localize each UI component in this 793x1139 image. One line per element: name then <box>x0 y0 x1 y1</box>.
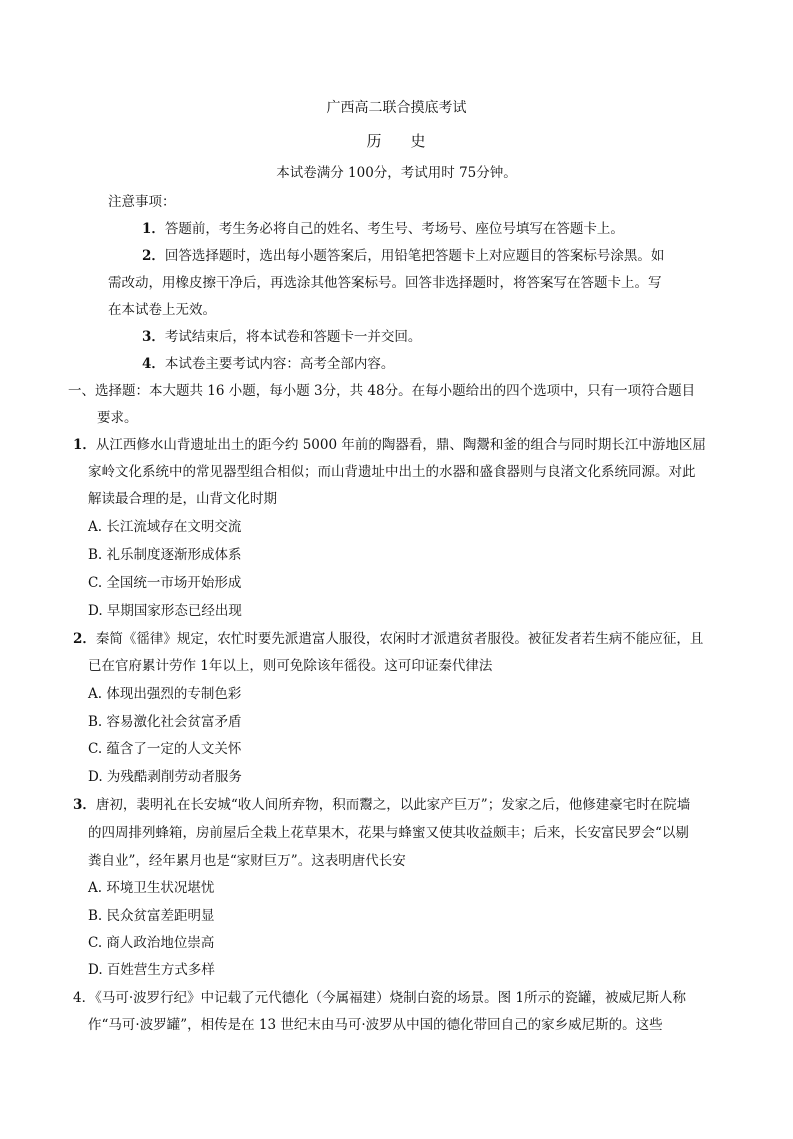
notice-text: 答题前，考生务必将自己的姓名、考生号、考场号、座位号填写在答题卡上。 <box>164 221 624 237</box>
question-3 <box>73 795 690 815</box>
notice-text: 回答选择题时，选出每小题答案后，用铅笔把答题卡上对应题目的答案标号涂黑。如 <box>164 248 665 264</box>
notice-heading: 注意事项： <box>108 194 176 210</box>
question-text-cont: 解读最合理的是，山背文化时期 <box>88 491 277 507</box>
notice-text-cont: 在本试卷上无效。 <box>108 302 216 318</box>
notice-num: 4． <box>142 356 165 372</box>
notice-text: 本试卷主要考试内容：高考全部内容。 <box>164 356 395 372</box>
question-text-cont: 粪自业”，经年累月也是“家财巨万”。这表明唐代长安 <box>88 853 406 869</box>
exam-meta: 本试卷满分 100分，考试用时 75分钟。 <box>276 165 517 181</box>
option-c: C. 商人政治地位崇高 <box>88 935 215 951</box>
notice-item-1 <box>142 219 624 239</box>
question-text-cont: 已在官府累计劳作 1年以上，则可免除该年徭役。这可印证秦代律法 <box>88 658 493 674</box>
option-d: D. 早期国家形态已经出现 <box>88 603 242 619</box>
option-a: A. 体现出强烈的专制色彩 <box>88 686 242 702</box>
question-number: 4． <box>73 990 96 1006</box>
option-c: C. 全国统一市场开始形成 <box>88 575 242 591</box>
question-2 <box>73 629 703 649</box>
question-text-cont: 作“马可·波罗罐”，相传是在 13 世纪末由马可·波罗从中国的德化带回自己的家乡威尼斯的。这些 <box>88 1017 663 1033</box>
question-text-cont: 家岭文化系统中的常见器型组合相似；而山背遗址中出土的水器和盛食器则与良渚文化系统同源。对此 <box>88 464 696 480</box>
notice-num: 2． <box>142 248 165 264</box>
question-4 <box>73 988 686 1008</box>
question-text: 唐初，裴明礼在长安城“收人间所弃物，积而鬻之，以此家产巨万”；发家之后，他修建豪宅时在院墙 <box>95 797 691 813</box>
notice-item-2 <box>142 246 664 266</box>
option-b: B. 容易激化社会贫富矛盾 <box>88 714 242 730</box>
notice-num: 1． <box>142 221 165 237</box>
notice-text: 考试结束后，将本试卷和答题卡一并交回。 <box>164 329 422 345</box>
notice-item-3 <box>142 327 421 347</box>
option-b: B. 礼乐制度逐渐形成体系 <box>88 547 242 563</box>
option-d: D. 为残酷剥削劳动者服务 <box>88 769 242 785</box>
question-number: 2． <box>73 631 96 647</box>
option-a: A. 环境卫生状况堪忧 <box>88 880 215 896</box>
question-text: 《马可·波罗行纪》中记载了元代德化（今属福建）烧制白瓷的场景。图 1所示的瓷罐，被威尼斯人称 <box>95 990 687 1006</box>
exam-title: 广西高二联合摸底考试 <box>326 100 467 116</box>
question-text: 从江西修水山背遗址出土的距今约 5000 年前的陶器看，鼎、陶鬶和釜的组合与同时期长江中游地区屈 <box>95 437 706 453</box>
question-1 <box>73 435 706 455</box>
notice-text-cont: 需改动，用橡皮擦干净后，再选涂其他答案标号。回答非选择题时，将答案写在答题卡上。写 <box>108 275 662 291</box>
notice-num: 3． <box>142 329 165 345</box>
option-d: D. 百姓营生方式多样 <box>88 962 215 978</box>
option-b: B. 民众贫富差距明显 <box>88 908 215 924</box>
question-text-cont: 的四周排列蜂箱，房前屋后全栽上花草果木，花果与蜂蜜又使其收益颇丰；后来，长安富民罗会“以剔 <box>88 825 689 841</box>
question-text: 秦简《徭律》规定，农忙时要先派遣富人服役，农闲时才派遣贫者服役。被征发者若生病不能应征，且 <box>95 631 704 647</box>
question-number: 1． <box>73 437 96 453</box>
section-heading: 一、选择题：本大题共 16 小题，每小题 3分，共 48分。在每小题给出的四个选项中，只有一项符合题目 <box>68 383 696 399</box>
question-number: 3． <box>73 797 96 813</box>
section-heading-cont: 要求。 <box>97 410 138 426</box>
subject-char-2: 史 <box>410 132 427 150</box>
subject-heading <box>0 131 793 151</box>
notice-item-4 <box>142 354 394 374</box>
option-a: A. 长江流域存在文明交流 <box>88 519 242 535</box>
option-c: C. 蕴含了一定的人文关怀 <box>88 741 242 757</box>
subject-char-1: 历 <box>366 132 383 150</box>
